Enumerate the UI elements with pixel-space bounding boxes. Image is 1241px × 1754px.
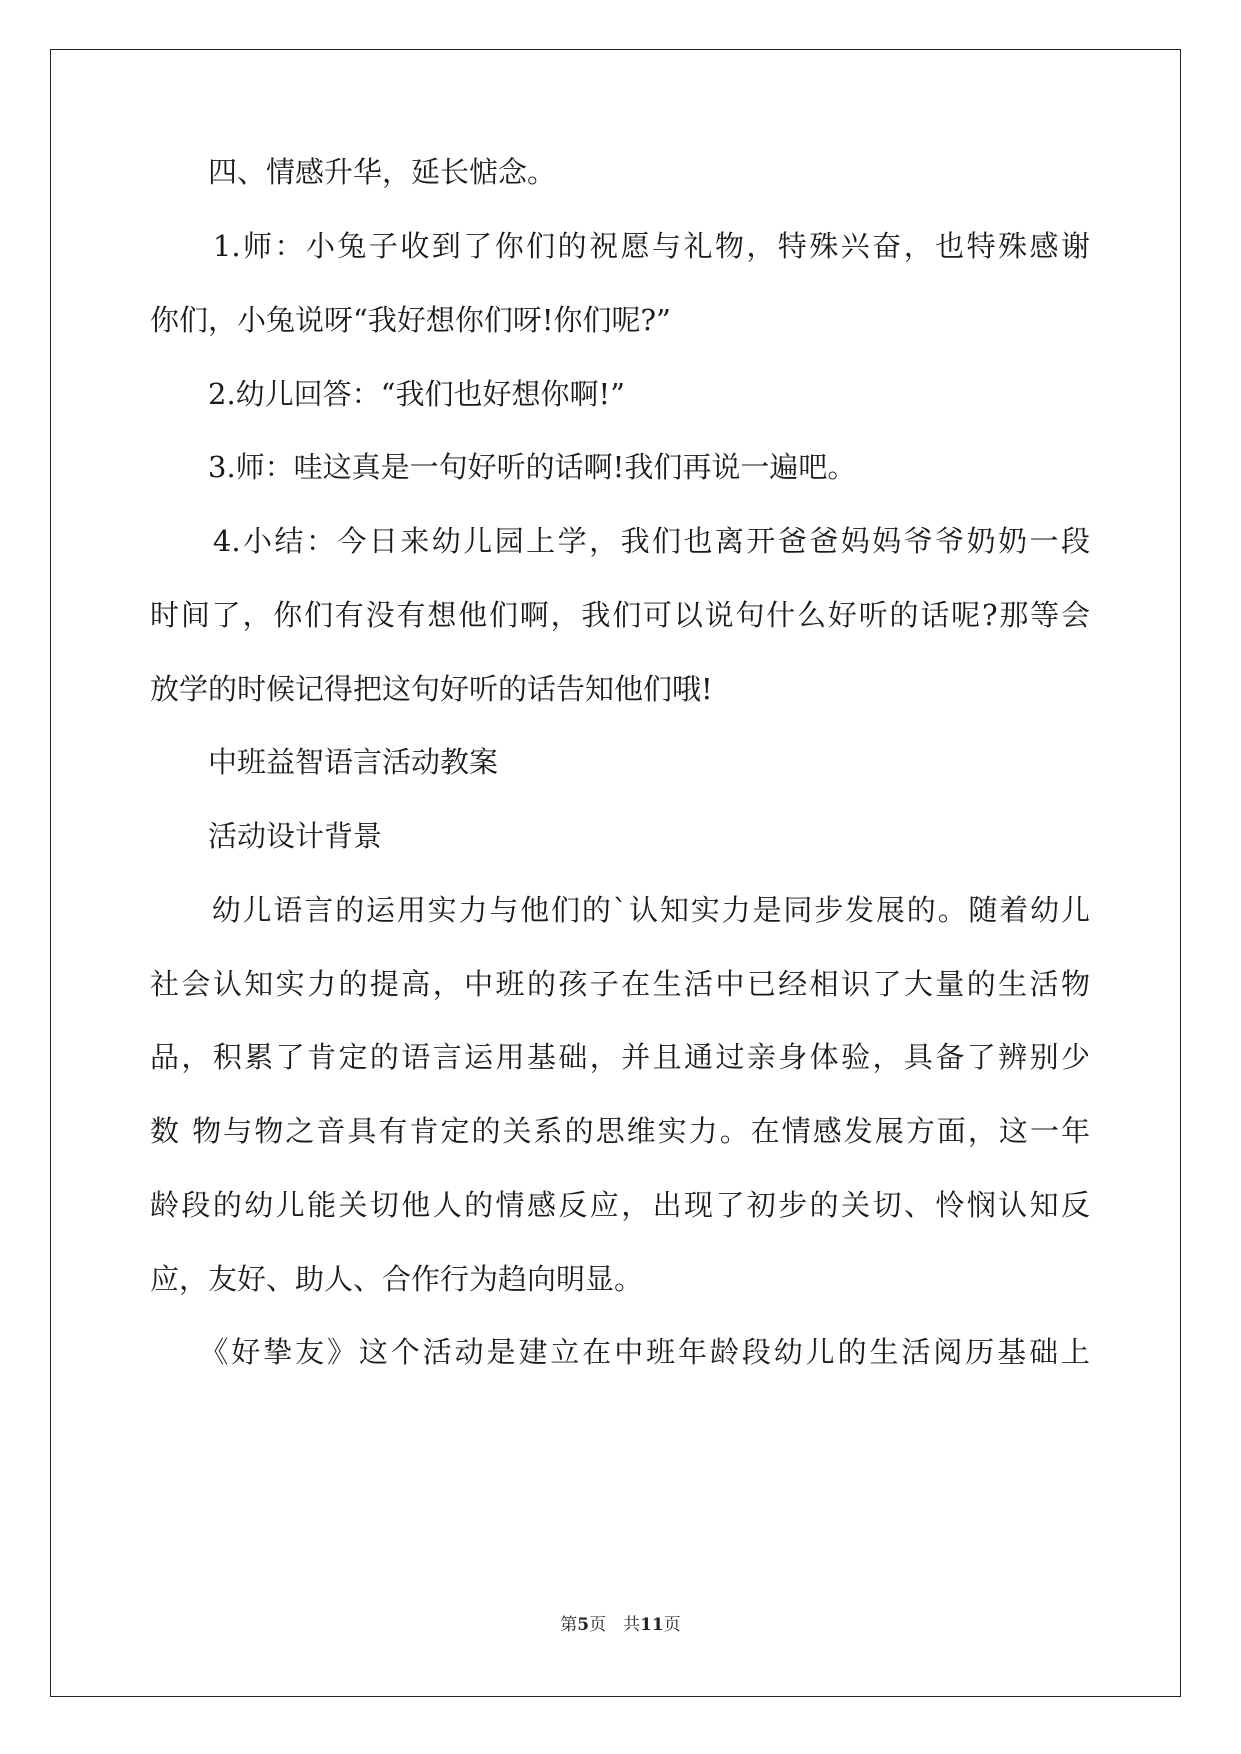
footer-suffix: 页 [663,1615,681,1635]
section-heading-background: 活动设计背景 [150,819,383,853]
text-line: 数 物与物之音具有肯定的关系的思维实力。在情感发展方面，这一年 [150,1114,1090,1148]
text-line: 1.师：小兔子收到了你们的祝愿与礼物，特殊兴奋，也特殊感谢 [150,229,1090,263]
footer-middle: 页 共 [589,1615,641,1635]
text-line: 3.师：哇这真是一句好听的话啊!我们再说一遍吧。 [150,450,857,484]
page-footer [0,1610,1241,1635]
text-line: 幼儿语言的运用实力与他们的`认知实力是同步发展的。随着幼儿 [150,893,1090,927]
text-line: 品，积累了肯定的语言运用基础，并且通过亲身体验，具备了辨别少 [150,1040,1090,1074]
footer-prefix: 第 [560,1615,578,1635]
text-line: 你们，小兔说呀“我好想你们呀!你们呢?” [150,303,671,337]
text-line: 社会认知实力的提高，中班的孩子在生活中已经相识了大量的生活物 [150,967,1090,1001]
text-line: 龄段的幼儿能关切他人的情感反应，出现了初步的关切、怜悯认知反 [150,1188,1090,1222]
text-line: 4.小结：今日来幼儿园上学，我们也离开爸爸妈妈爷爷奶奶一段 [150,524,1090,558]
text-line: 放学的时候记得把这句好听的话告知他们哦! [150,672,713,706]
total-pages-number: 11 [640,1615,664,1635]
page-border [50,49,1181,1697]
text-line: 应，友好、助人、合作行为趋向明显。 [150,1262,644,1296]
text-line: 2.幼儿回答：“我们也好想你啊!” [150,377,625,411]
section-heading-emotion: 四、情感升华，延长惦念。 [150,155,557,189]
current-page-number: 5 [577,1615,590,1635]
section-heading-lesson-plan: 中班益智语言活动教案 [150,745,499,779]
text-line: 《好挚友》这个活动是建立在中班年龄段幼儿的生活阅历基础上 [150,1335,1090,1369]
text-line: 时间了，你们有没有想他们啊，我们可以说句什么好听的话呢?那等会 [150,598,1090,632]
